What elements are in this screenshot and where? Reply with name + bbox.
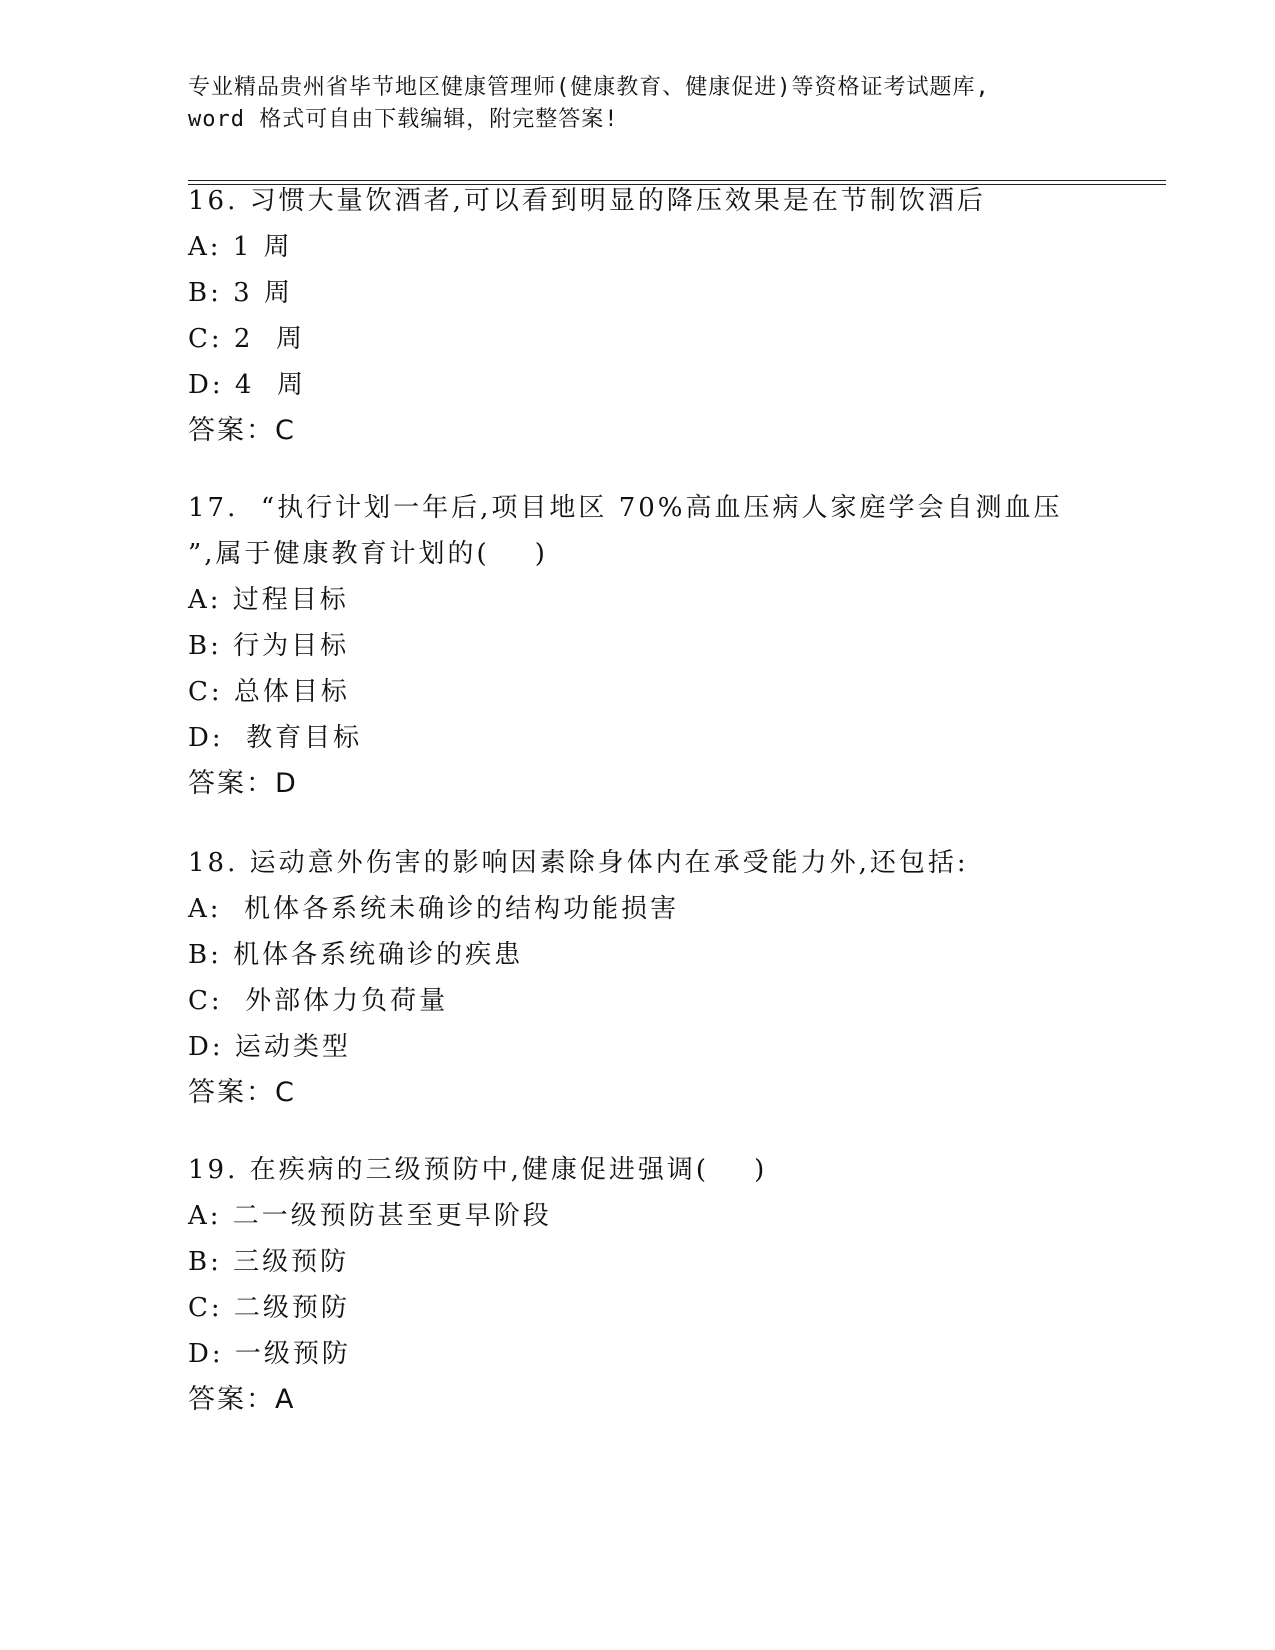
answer-line: 答案：C <box>188 1077 296 1108</box>
question-16 <box>188 178 1148 454</box>
question-stem: 17. “执行计划一年后,项目地区 70%高血压病人家庭学会自测血压 ”,属于健康教育计划的( ) <box>188 493 1063 569</box>
option-b: B: 行为目标 <box>188 631 350 661</box>
option-a: A: 二一级预防甚至更早阶段 <box>188 1201 552 1231</box>
document-header <box>188 72 1088 136</box>
option-c: C: 2 周 <box>188 324 305 354</box>
option-a: A: 1 周 <box>188 232 293 262</box>
option-c: C: 总体目标 <box>188 677 350 707</box>
header-line-2: word 格式可自由下载编辑，附完整答案! <box>188 107 619 132</box>
option-b: B: 机体各系统确诊的疾患 <box>188 940 524 970</box>
option-b: B: 3 周 <box>188 278 293 308</box>
option-d: D: 教育目标 <box>188 723 363 753</box>
question-stem: 19. 在疾病的三级预防中,健康促进强调( ) <box>188 1155 768 1185</box>
answer-line: 答案：D <box>188 768 298 799</box>
option-b: B: 三级预防 <box>188 1247 350 1277</box>
answer-line: 答案：A <box>188 1384 296 1415</box>
question-19 <box>188 1147 1148 1423</box>
option-a: A: 机体各系统未确诊的结构功能损害 <box>188 894 680 924</box>
question-17 <box>188 485 1148 807</box>
option-c: C: 外部体力负荷量 <box>188 986 449 1016</box>
option-c: C: 二级预防 <box>188 1293 350 1323</box>
option-d: D: 4 周 <box>188 370 306 400</box>
option-a: A: 过程目标 <box>188 585 349 615</box>
question-18 <box>188 840 1148 1116</box>
question-stem: 16. 习惯大量饮酒者,可以看到明显的降压效果是在节制饮酒后 <box>188 186 986 216</box>
header-line-1: 专业精品贵州省毕节地区健康管理师(健康教育、健康促进)等资格证考试题库, <box>188 75 990 100</box>
question-stem: 18. 运动意外伤害的影响因素除身体内在承受能力外,还包括: <box>188 848 969 878</box>
answer-line: 答案：C <box>188 415 296 446</box>
option-d: D: 运动类型 <box>188 1032 351 1062</box>
option-d: D: 一级预防 <box>188 1339 351 1369</box>
